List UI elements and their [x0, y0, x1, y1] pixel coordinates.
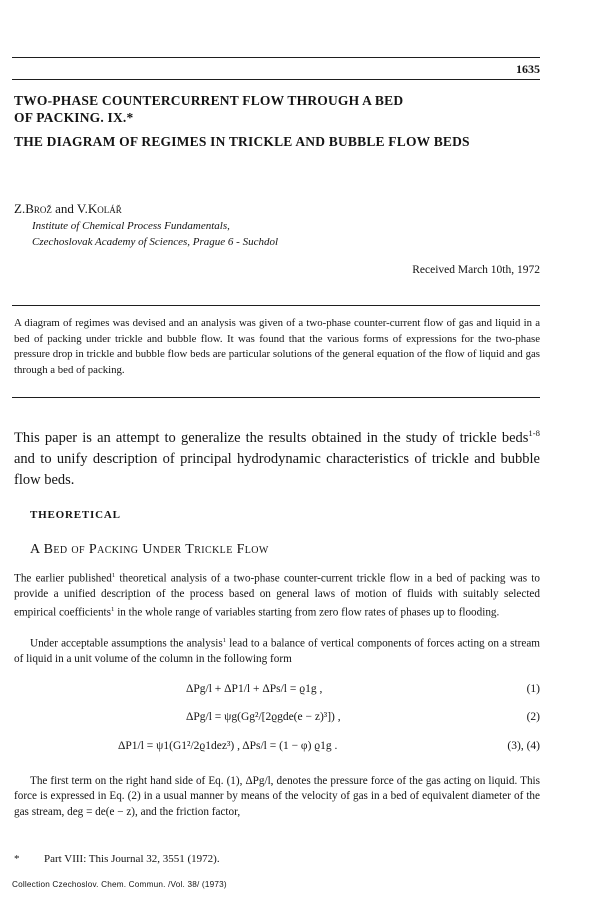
authors	[14, 201, 122, 217]
footnote-marker: *	[14, 853, 20, 865]
equation-3-4: ΔP1/l = ψ1(G1²/2ϱ1dez³) , ΔPs/l = (1 − φ) ϱ1g .	[118, 740, 338, 752]
paragraph-3: The first term on the right hand side of Eq. (1), ΔPg/l, denotes the pressure force of the gas acting on liquid. This force is expressed in Eq. (2) in a usual manner by means of the velocity of gas in a bed of equivalent diameter of the gas stream, deg = de(e − z), and the friction factor,	[14, 775, 540, 818]
paragraph-1-text-2: theoretical analysis of a two-phase counter-current trickle flow in a bed of packing was to provide a unified description of the process based on general laws of motion of fluids with suitably selected empirical coefficients	[14, 572, 540, 620]
author-joiner: and	[51, 201, 77, 216]
title-line-2: OF PACKING. IX.*	[14, 110, 134, 125]
abstract-top-rule	[12, 305, 540, 306]
abstract-bottom-rule	[12, 397, 540, 398]
section-heading: THEORETICAL	[30, 509, 121, 521]
page-number: 1635	[516, 62, 540, 76]
equation-3-4-number: (3), (4)	[507, 740, 540, 752]
footnote-text: Part VIII: This Journal 32, 3551 (1972).	[44, 853, 220, 865]
equation-1-number: (1)	[526, 683, 540, 695]
top-rule	[12, 57, 540, 58]
intro-text-2: and to unify description of principal hydrodynamic characteristics of trickle and bubble flow beds.	[14, 450, 540, 488]
footnote	[14, 853, 220, 865]
paragraph-2-text-1: Under acceptable assumptions the analysis	[30, 637, 223, 650]
abstract: A diagram of regimes was devised and an analysis was given of a two-phase counter-current flow of gas and liquid in a bed of packing under trickle and bubble flow. It was found that the various forms of expressions for the two-phase pressure drop in trickle and bubble flow beds are particular solutions of the general equation of the flow of liquid and gas through a bed of packing.	[14, 317, 540, 376]
section-subheading: A Bed of Packing Under Trickle Flow	[30, 542, 269, 557]
equation-1: ΔPg/l + ΔP1/l + ΔPs/l = ϱ1g ,	[186, 683, 323, 695]
paragraph-2-ref-1: 1	[222, 637, 227, 644]
header-rule	[12, 79, 540, 80]
paragraph-2	[14, 633, 540, 667]
paragraph-1-text-3: in the whole range of variables starting from zero flow rates of phases up to flooding.	[114, 607, 500, 620]
paragraph-1-ref-2: 1	[111, 606, 115, 614]
author-1-initial: Z.	[14, 201, 26, 216]
intro-reference: 1-8	[528, 428, 540, 438]
equation-2: ΔPg/l = ψg(Gg²/[2ϱgde(e − z)³]) ,	[186, 711, 341, 723]
intro-text-1: This paper is an attempt to generalize the results obtained in the study of trickle beds	[14, 429, 529, 446]
author-2-name: Kolář	[87, 201, 122, 216]
paragraph-1-text-1: The earlier published	[14, 572, 112, 585]
paragraph-2-text-2: lead to a balance of vertical components of forces acting on a stream of liquid in a unit volume of the column in the following form	[14, 637, 540, 666]
intro-paragraph	[14, 423, 540, 491]
received-date: Received March 10th, 1972	[412, 264, 540, 276]
paragraph-1	[14, 568, 540, 621]
title-line-3: THE DIAGRAM OF REGIMES IN TRICKLE AND BUBBLE FLOW BEDS	[14, 134, 470, 149]
author-2-initial: V.	[76, 201, 88, 216]
paragraph-1-ref-1: 1	[111, 572, 116, 579]
affiliation-line-2: Czechoslovak Academy of Sciences, Prague 6 - Suchdol	[32, 236, 279, 248]
equation-2-number: (2)	[526, 711, 540, 723]
journal-citation: Collection Czechoslov. Chem. Commun. /Vol. 38/ (1973)	[12, 880, 227, 889]
author-1-name: Brož	[25, 201, 52, 216]
affiliation-line-1: Institute of Chemical Process Fundamentals,	[32, 220, 230, 232]
title-line-1: TWO-PHASE COUNTERCURRENT FLOW THROUGH A BED	[14, 93, 404, 108]
